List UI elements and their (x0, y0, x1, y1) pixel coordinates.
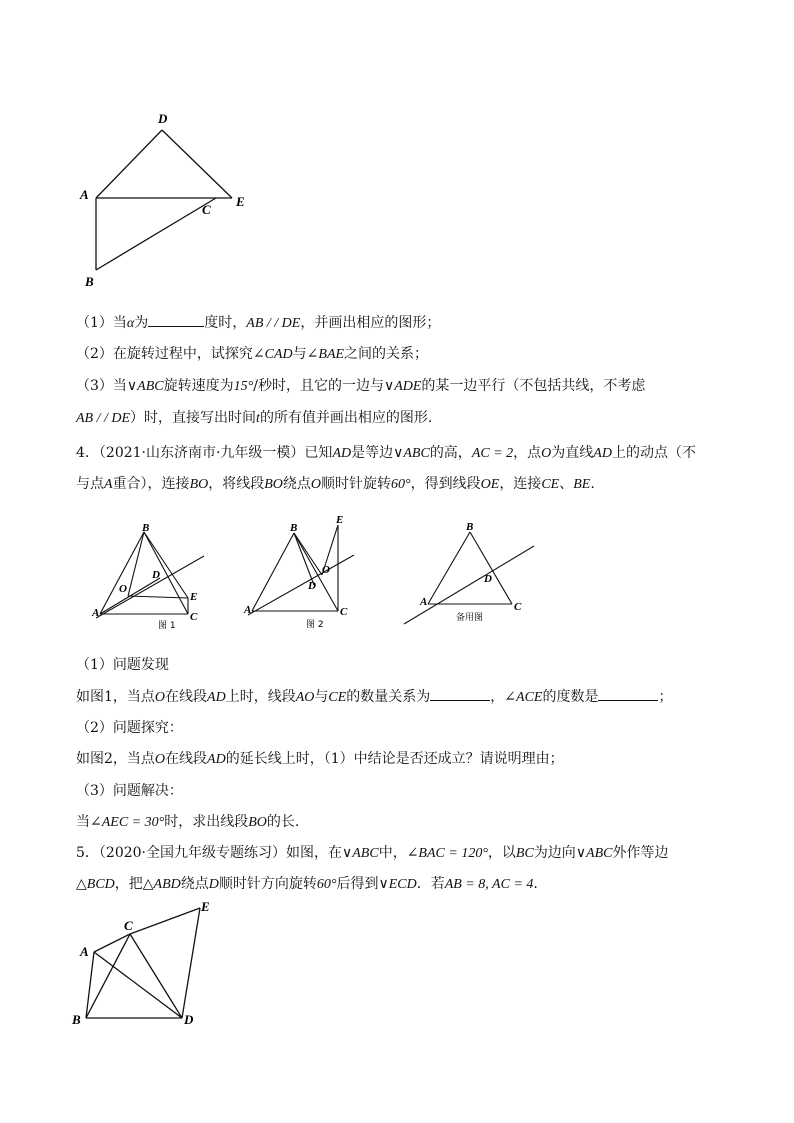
text: 上的动点（不 (611, 445, 696, 461)
math: ∨ABC (342, 846, 379, 861)
text: ，把 (114, 876, 143, 892)
math: O (541, 446, 552, 461)
label-B: B (142, 522, 150, 534)
math: ∨ADE (383, 379, 422, 394)
math: △BCD (76, 877, 115, 892)
figure-q4-fig2 (242, 515, 362, 635)
segment-ED (182, 908, 200, 1018)
text: 4．（2021·山东济南市·九年级一模）已知 (76, 445, 333, 461)
text: 如图2，当点 (76, 751, 155, 767)
label-B: B (466, 521, 474, 533)
label-E: E (236, 194, 245, 209)
math: AD (207, 690, 226, 705)
math: CE (541, 477, 560, 492)
math: ∠CAD (252, 347, 293, 362)
label-C: C (124, 918, 133, 933)
math: O (310, 477, 322, 492)
text: 、 (559, 476, 574, 492)
label-D: D (184, 1012, 194, 1027)
answer-blank-1[interactable] (430, 686, 490, 701)
math: t (256, 411, 260, 426)
math: AO (295, 690, 315, 705)
segment-CD (130, 934, 182, 1018)
segment-CE (130, 908, 200, 934)
figure-q4-fig1 (92, 522, 212, 632)
math: ∠BAC = 120° (406, 846, 488, 861)
segment-DE (162, 130, 232, 198)
label-O: O (322, 564, 330, 576)
text: 顺时针旋转 (321, 476, 392, 492)
q3-part1 (76, 312, 440, 334)
math: BO (264, 477, 283, 492)
label-A: A (420, 596, 428, 608)
text: 为边向 (533, 845, 576, 861)
math: ∨ECD (378, 877, 417, 892)
text: 为 (134, 315, 149, 331)
q5-stem-line1 (76, 843, 669, 864)
math: BE (573, 477, 591, 492)
q3-part3-line1 (76, 376, 645, 397)
text: 如图1，当点 (76, 689, 155, 705)
text: 后得到 (336, 876, 379, 892)
text: 为直线 (551, 445, 594, 461)
text: ，将线段 (208, 476, 265, 492)
figure-q4-fig3 (400, 520, 540, 630)
q4-s1-title: （1）问题发现 (76, 657, 169, 673)
math: ∨ABC (126, 379, 164, 394)
q4-s3-title: （3）问题解决： (76, 783, 183, 799)
q4-s1 (76, 686, 672, 708)
text: 5．（2020·全国九年级专题练习）如图，在 (76, 845, 342, 861)
text: 上时，线段 (225, 689, 296, 705)
segment-BC (96, 198, 216, 270)
label-E: E (201, 899, 210, 914)
text: ．若 (416, 876, 445, 892)
caption-fig2: 图 2 (306, 620, 324, 630)
q4-s2 (76, 749, 564, 770)
text: （3）当 (76, 378, 127, 394)
label-D: D (484, 573, 492, 585)
label-B: B (72, 1012, 81, 1027)
text: 顺时针方向旋转 (218, 876, 317, 892)
math: AB / / DE (246, 316, 301, 331)
text: ，以 (487, 845, 516, 861)
text: 是等边 (351, 445, 394, 461)
q3-part3-line2 (76, 408, 432, 429)
text: ）时，直接写出时间 (130, 410, 257, 426)
text: （2）在旋转过程中，试探究 (76, 346, 253, 362)
q4-stem-line1 (76, 443, 696, 464)
label-B: B (85, 274, 94, 289)
segment-AB (86, 952, 94, 1018)
text: 的某一边平行（不包括共线，不考虑 (421, 378, 646, 394)
text: 之间的关系； (344, 346, 429, 362)
math: 15° (233, 379, 254, 394)
text: 的所有值并画出相应的图形. (259, 410, 433, 426)
text: ，连接 (499, 476, 542, 492)
q4-s3 (76, 812, 299, 833)
text: 与 (314, 689, 329, 705)
text: . (590, 476, 595, 492)
text: 重合），连接 (112, 476, 190, 492)
label-C: C (514, 601, 522, 613)
text: 度时， (204, 315, 247, 331)
math: AC = 2 (471, 446, 514, 461)
math: D (208, 877, 219, 892)
caption-spare-fig: 备用图 (456, 613, 484, 623)
math-alpha: α (126, 316, 135, 331)
text: /秒时，且它的一边与 (253, 378, 384, 394)
q4-stem-line2 (76, 474, 595, 495)
math: AB = 8, AC = 4 (444, 877, 534, 892)
text: 的长. (266, 814, 300, 830)
math: BC (515, 846, 534, 861)
text: 的数量关系为 (346, 689, 431, 705)
label-A: A (92, 607, 100, 619)
math: ∠BAE (306, 347, 345, 362)
text: 与点 (76, 476, 104, 492)
text: ，得到线段 (410, 476, 481, 492)
label-E: E (190, 591, 198, 603)
text: 绕点 (180, 876, 209, 892)
text: . (533, 876, 538, 892)
text: 绕点 (282, 476, 311, 492)
q4-s2-title: （2）问题探究： (76, 720, 183, 736)
math: AD (207, 752, 226, 767)
label-A: A (244, 604, 252, 616)
label-D: D (158, 111, 168, 126)
math: △ABD (142, 877, 181, 892)
label-A: A (80, 187, 89, 202)
math: ∨ABC (393, 446, 430, 461)
q5-stem-line2 (76, 874, 538, 895)
text: 当 (76, 814, 90, 830)
math: ∨ABC (575, 846, 613, 861)
math: ∠AEC = 30° (90, 815, 165, 830)
math: A (104, 477, 113, 492)
math: O (154, 752, 166, 767)
answer-blank-2[interactable] (598, 686, 658, 701)
math: AD (332, 446, 352, 461)
label-C: C (340, 606, 348, 618)
math: ∠ACE (504, 690, 543, 705)
text: 外作等边 (612, 845, 669, 861)
text: 旋转速度为 (163, 378, 234, 394)
text: 中， (378, 845, 407, 861)
label-B: B (290, 522, 298, 534)
label-A: A (80, 944, 89, 959)
label-D: D (308, 580, 316, 592)
caption-fig1: 图 1 (158, 621, 176, 631)
math: AB / / DE (76, 411, 131, 426)
figure-q5-quadrilateral (70, 898, 220, 1028)
label-O: O (119, 583, 127, 595)
text: 的高， (429, 445, 472, 461)
math: AD (593, 446, 612, 461)
segment-BC (86, 934, 130, 1018)
text: 的延长线上时，（1）中结论是否还成立？请说明理由； (225, 751, 564, 767)
math: BO (248, 815, 267, 830)
text: 时，求出线段 (164, 814, 249, 830)
math: CE (328, 690, 347, 705)
math: 60° (391, 477, 411, 492)
label-E: E (336, 514, 344, 526)
label-D: D (152, 569, 160, 581)
text: 与 (292, 346, 307, 362)
figure-q3-triangles (76, 110, 256, 290)
text: ， (490, 689, 505, 705)
text: （1）当 (76, 315, 127, 331)
label-C: C (202, 202, 211, 217)
text: 在线段 (165, 689, 208, 705)
text: ，点 (513, 445, 542, 461)
text: ； (658, 689, 673, 705)
math: OE (480, 477, 500, 492)
q3-part2 (76, 344, 428, 365)
segment-AD (94, 952, 182, 1018)
math: 60° (316, 877, 337, 892)
math: O (154, 690, 166, 705)
text: 的度数是 (542, 689, 599, 705)
text: 在线段 (165, 751, 208, 767)
math: BO (189, 477, 209, 492)
label-C: C (190, 611, 198, 623)
answer-blank[interactable] (148, 312, 204, 327)
segment-AD (96, 130, 162, 198)
text: ，并画出相应的图形； (300, 315, 441, 331)
